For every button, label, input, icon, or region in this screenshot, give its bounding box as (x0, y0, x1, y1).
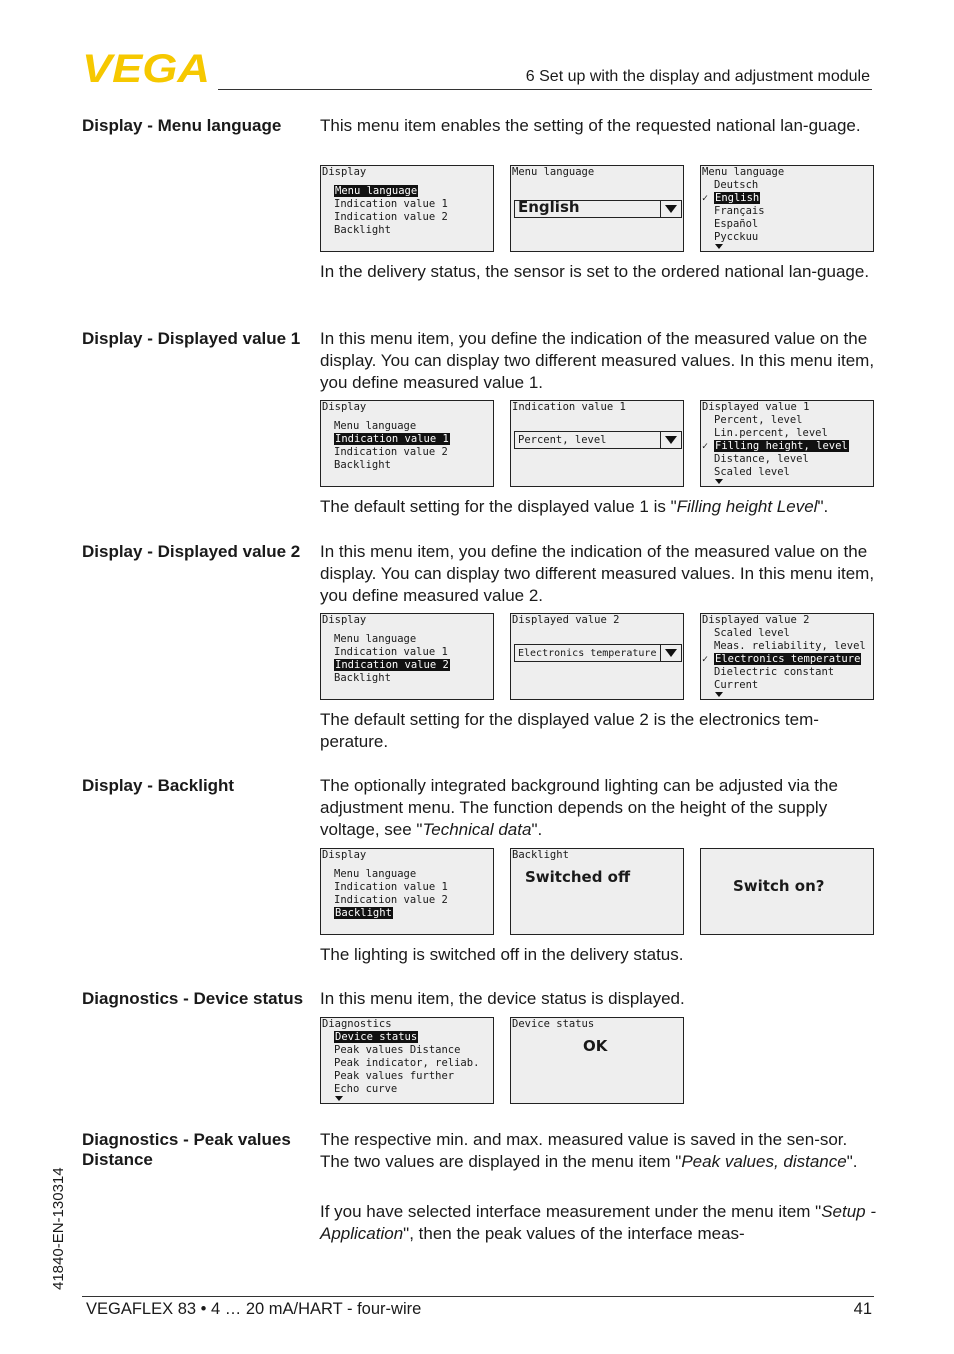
header-rule (218, 89, 872, 90)
scroll-down-arrow-icon (715, 244, 723, 249)
section-title-menu-language: Display - Menu language (82, 116, 282, 135)
lcd-display-menu: Display Menu language Indication value 1 Indication value 2 Backlight (320, 613, 494, 700)
vega-logo (82, 50, 212, 84)
scroll-down-arrow-icon (715, 479, 723, 484)
section-title-peak-values: Diagnostics - Peak values Distance (82, 1130, 291, 1169)
chevron-down-icon (660, 201, 681, 217)
lcd-display-menu: Display Menu language Indication value 1 Indication value 2 Backlight (320, 400, 494, 487)
lcd-displayed-value-2-list: Displayed value 2 Scaled level Meas. reliability, level ✓ Electronics temperature Dielectric constant Current (700, 613, 874, 700)
scroll-down-arrow-icon (335, 1096, 343, 1101)
paragraph: The default setting for the displayed value 1 is "Filling height Level". (320, 497, 829, 516)
lcd-device-status: Device status OK (510, 1017, 684, 1104)
lcd-diagnostics-menu: Diagnostics Device status Peak values Distance Peak indicator, reliab. Peak values further Echo curve (320, 1017, 494, 1104)
lcd-backlight-status: Backlight Switched off (510, 848, 684, 935)
section-title-displayed-value-1: Display - Displayed value 1 (82, 329, 301, 348)
footer-rule (82, 1296, 874, 1297)
paragraph: If you have selected interface measurement under the menu item "Setup - Application", then the peak values of the interface meas- (320, 1202, 877, 1243)
paragraph: The respective min. and max. measured value is saved in the sen-sor. The two values are displayed in the menu item "Peak values, distance". (320, 1130, 858, 1171)
paragraph: In this menu item, you define the indication of the measured value on the display. You can display two different measured values. In this menu item, you define measured value 2. (320, 542, 875, 605)
checkmark-icon: ✓ (702, 654, 709, 665)
value-dropdown: Electronics temperature (514, 644, 682, 662)
value-dropdown: Percent, level (514, 431, 682, 449)
svg-text:VEGA: VEGA (82, 50, 210, 84)
section-title-displayed-value-2: Display - Displayed value 2 (82, 542, 301, 561)
lcd-displayed-value-2-select: Displayed value 2 Electronics temperature (510, 613, 684, 700)
page-number: 41 (853, 1300, 872, 1318)
lcd-display-menu: Display Menu language Indication value 1 Indication value 2 Backlight (320, 165, 494, 252)
paragraph: The optionally integrated background lighting can be adjusted via the adjustment menu. The function depends on the height of the supply voltage, see "Technical data". (320, 776, 838, 839)
paragraph: This menu item enables the setting of the requested national lan-guage. (320, 116, 861, 135)
lcd-displayed-value-1-list: Displayed value 1 Percent, level Lin.percent, level ✓ Filling height, level Distance, level Scaled level (700, 400, 874, 487)
lcd-indication-value-1-select: Indication value 1 Percent, level (510, 400, 684, 487)
checkmark-icon: ✓ (702, 193, 709, 204)
section-title-device-status: Diagnostics - Device status (82, 989, 304, 1008)
footer-product: VEGAFLEX 83 • 4 … 20 mA/HART - four-wire (86, 1300, 422, 1318)
checkmark-icon: ✓ (702, 441, 709, 452)
section-title-backlight: Display - Backlight (82, 776, 235, 795)
language-dropdown: English (514, 200, 682, 218)
lcd-menu-language-list: Menu language Deutsch ✓ English Français Español Pycckuu (700, 165, 874, 252)
lcd-backlight-confirm: Switch on? (700, 848, 874, 935)
chevron-down-icon (660, 645, 681, 661)
paragraph: In this menu item, the device status is displayed. (320, 989, 685, 1008)
paragraph: In the delivery status, the sensor is set to the ordered national lan-guage. (320, 262, 870, 281)
chapter-title: 6 Set up with the display and adjustment module (525, 68, 870, 85)
scroll-down-arrow-icon (715, 692, 723, 697)
document-id: 41840-EN-130314 (50, 1167, 67, 1290)
paragraph: In this menu item, you define the indication of the measured value on the display. You can display two different measured values. In this menu item, you define measured value 1. (320, 329, 875, 392)
paragraph: The lighting is switched off in the delivery status. (320, 945, 684, 964)
paragraph: The default setting for the displayed value 2 is the electronics tem-perature. (320, 710, 819, 751)
chevron-down-icon (660, 432, 681, 448)
lcd-display-menu: Display Menu language Indication value 1 Indication value 2 Backlight (320, 848, 494, 935)
lcd-menu-language-select: Menu language English (510, 165, 684, 252)
